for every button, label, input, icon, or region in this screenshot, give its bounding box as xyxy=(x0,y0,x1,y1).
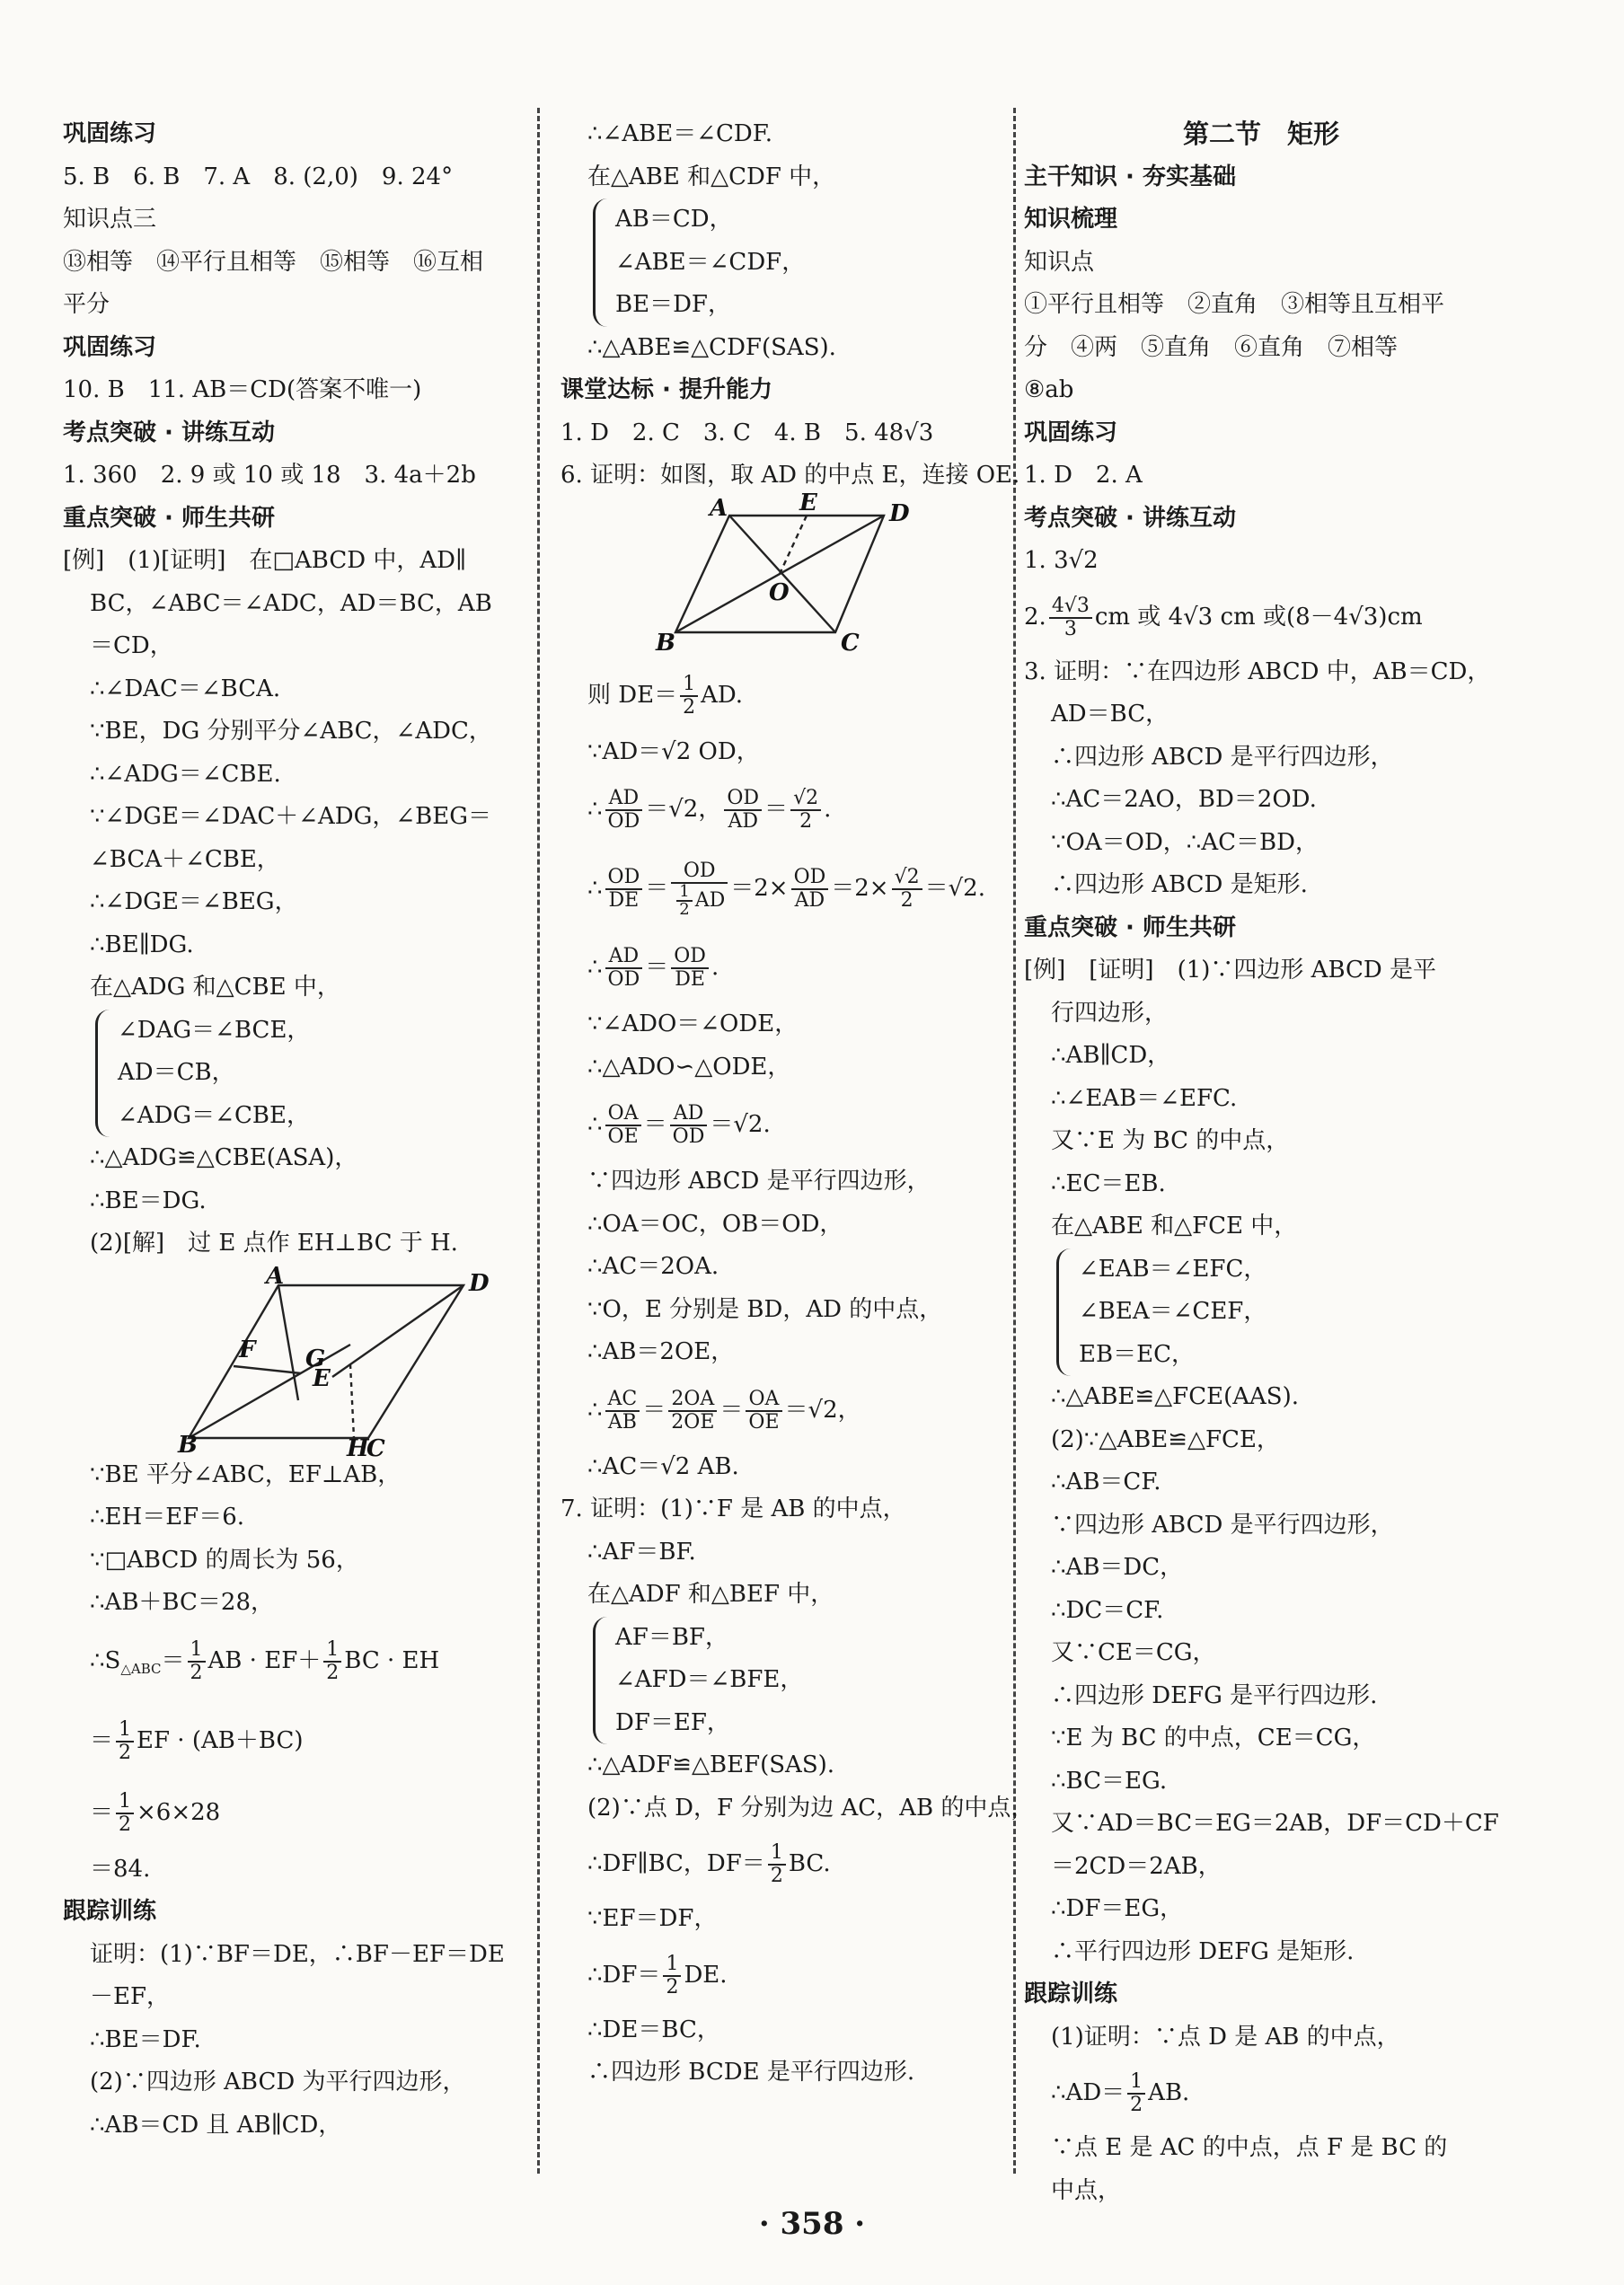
text-line: ∴AB∥CD， xyxy=(1051,1042,1171,1069)
label-C: C xyxy=(366,1434,385,1462)
section-heading: 考点突破 · 讲练互动 xyxy=(63,419,275,446)
text-line: ∵OA＝OD，∴AC＝BD， xyxy=(1051,828,1319,856)
text-line: [例] (1)[证明] 在□ABCD 中，AD∥ xyxy=(63,547,466,574)
section-heading: 巩固练习 xyxy=(63,333,157,361)
text-line: ∴四边形 DEFG 是平行四边形. xyxy=(1051,1681,1378,1709)
formula-line: ∴ $\frac{OD}{DE}$ ＝ OD $\frac{1}{2}$ AD ＝2× $\frac{OD}{AD}$ ＝2× $\frac{√2}{2}$ ＝√2. xyxy=(587,860,985,919)
text-line: 1. 3√2 xyxy=(1024,547,1099,574)
text-line: EB＝EC， xyxy=(1079,1340,1195,1368)
text-line: ∴OA＝OC，OB＝OD， xyxy=(587,1210,843,1238)
fraction: $\frac{OD}{DE}$ xyxy=(605,867,643,912)
label-E: E xyxy=(313,1364,331,1392)
section-heading: 跟踪训练 xyxy=(63,1898,157,1926)
text-line: 在△ADG 和△CBE 中， xyxy=(90,974,340,1001)
formula-line: ∴ $\frac{AD}{OD}$ ＝√2， $\frac{OD}{AD}$ ＝ $\frac{√2}{2}$ . xyxy=(587,787,832,833)
fraction: $\frac{1}{2}$ xyxy=(116,1719,134,1764)
text-line: ⑧ab xyxy=(1024,376,1074,403)
text-line: ＝CD， xyxy=(90,632,173,659)
section-title: 第二节 矩形 xyxy=(1182,119,1339,149)
section-heading: 重点突破 · 师生共研 xyxy=(63,504,275,532)
text-line: 3. 证明：∵在四边形 ABCD 中，AB＝CD， xyxy=(1024,657,1491,685)
text-line: ∴∠DAC＝∠BCA. xyxy=(90,675,281,702)
section-heading: 主干知识 · 夯实基础 xyxy=(1024,163,1236,190)
fraction: $\frac{1}{2}$ xyxy=(116,1791,134,1836)
text-line: 1. 360 2. 9 或 10 或 18 3. 4a＋2b xyxy=(63,462,476,489)
text-line: ∴BE＝DF. xyxy=(90,2025,201,2053)
text-line: ∠EAB＝∠EFC， xyxy=(1079,1255,1267,1283)
text-line: 在△ABE 和△CDF 中， xyxy=(587,163,836,190)
section-heading: 课堂达标 · 提升能力 xyxy=(560,376,772,403)
fraction: $\frac{1}{2}$ xyxy=(663,1954,681,1998)
text-line: ∴△ADO∽△ODE， xyxy=(587,1053,791,1081)
text-line: ∵四边形 ABCD 是平行四边形， xyxy=(587,1168,931,1195)
text-line: ∴△ADG≌△CBE(ASA)， xyxy=(90,1144,358,1171)
fraction: $\frac{AC}{AB}$ xyxy=(605,1389,640,1434)
text-line: ∴∠EAB＝∠EFC. xyxy=(1051,1084,1238,1112)
text-line: 1. D 2. A xyxy=(1024,462,1143,489)
label-E: E xyxy=(799,489,817,516)
text-line: ∠DAG＝∠BCE， xyxy=(118,1016,311,1044)
text-line: ∠BCA＋∠CBE， xyxy=(90,845,280,873)
text-line: ∴∠ADG＝∠CBE. xyxy=(90,760,281,788)
text-line: 又∵CE＝CG， xyxy=(1051,1639,1216,1666)
text-line: ∵∠ADO＝∠ODE， xyxy=(587,1010,799,1037)
text-line: ∵点 E 是 AC 的中点，点 F 是 BC 的 xyxy=(1051,2134,1448,2161)
text-line: ∵BE，DG 分别平分∠ABC，∠ADC， xyxy=(90,718,492,745)
fraction: $\frac{OD}{AD}$ xyxy=(791,867,829,912)
fraction: $\frac{1}{2}$ xyxy=(768,1842,786,1887)
text-line: ∵E 为 BC 的中点，CE＝CG， xyxy=(1051,1725,1376,1751)
text-line: ∴DF＝EG， xyxy=(1051,1895,1184,1922)
formula-line: ＝ $\frac{1}{2}$ EF · (AB＋BC) xyxy=(90,1717,304,1764)
equation-brace xyxy=(95,1010,530,1138)
text-line: ①平行且相等 ②直角 ③相等且互相平 xyxy=(1024,291,1445,318)
fraction: $\frac{√2}{2}$ xyxy=(892,867,922,912)
text-line: ∴DE＝BC， xyxy=(587,2016,720,2043)
text-line: ∵四边形 ABCD 是平行四边形， xyxy=(1051,1511,1394,1539)
fraction: $\frac{AD}{OD}$ xyxy=(605,946,643,991)
text-line: ＝84. xyxy=(90,1855,151,1883)
equation-brace xyxy=(593,1617,1024,1745)
text-line: 1. D 2. C 3. C 4. B 5. 48√3 xyxy=(560,419,934,446)
label-B: B xyxy=(178,1431,198,1459)
text-line: ∴AB＝2OE， xyxy=(587,1338,735,1365)
text-line: (2)∵点 D，F 分别为边 AC，AB 的中点， xyxy=(587,1794,1035,1822)
text-line: ∴AB＋BC＝28， xyxy=(90,1589,274,1616)
text-line: (1)证明：∵点 D 是 AB 的中点， xyxy=(1051,2023,1400,2051)
text-line: ∴AB＝CF. xyxy=(1051,1469,1161,1495)
text-line: 行四边形， xyxy=(1051,999,1169,1027)
fraction: $\frac{OA}{OE}$ xyxy=(605,1103,641,1148)
section-heading: 考点突破 · 讲练互动 xyxy=(1024,504,1236,532)
text-line: (2)[解] 过 E 点作 EH⊥BC 于 H. xyxy=(90,1230,458,1257)
text-line: ∴△ADF≌△BEF(SAS). xyxy=(587,1751,835,1778)
formula-line: 则 DE＝ $\frac{1}{2}$ AD. xyxy=(587,672,744,719)
section-heading: 巩固练习 xyxy=(1024,419,1118,446)
text-line: 7. 证明：(1)∵F 是 AB 的中点， xyxy=(560,1495,906,1522)
text-line: ∴∠ABE＝∠CDF. xyxy=(587,120,772,147)
text-line: ∴AF＝BF. xyxy=(587,1538,696,1566)
text-line: 知识点 xyxy=(1024,248,1095,276)
text-line: 在△ADF 和△BEF 中， xyxy=(587,1581,834,1608)
section-heading: 重点突破 · 师生共研 xyxy=(1024,913,1236,941)
text-line: (2)∵四边形 ABCD 为平行四边形， xyxy=(90,2069,466,2096)
text-line: AB＝CD， xyxy=(615,206,733,233)
text-line: 平分 xyxy=(63,291,110,318)
text-line: ∴AC＝2OA. xyxy=(587,1253,719,1280)
text-line: 知识点三 xyxy=(63,206,157,233)
parallelogram-figure-mid xyxy=(560,489,1024,659)
label-H: H xyxy=(347,1434,369,1462)
formula-line: ＝ $\frac{1}{2}$ ×6×28 xyxy=(90,1789,221,1836)
text-line: ∵AD＝√2 OD， xyxy=(587,737,760,765)
text-line: ∵O，E 分别是 BD，AD 的中点， xyxy=(587,1295,943,1323)
text-line: 又∵E 为 BC 的中点， xyxy=(1051,1127,1290,1154)
formula-line: ∴DF∥BC，DF＝ $\frac{1}{2}$ BC. xyxy=(587,1841,831,1887)
fraction: OD $\frac{1}{2}$ AD xyxy=(671,860,728,918)
fraction: $\frac{1}{2}$ xyxy=(188,1639,206,1684)
text-line: ∠AFD＝∠BFE， xyxy=(615,1666,804,1693)
label-A: A xyxy=(266,1262,285,1290)
formula-line: ∴DF＝ $\frac{1}{2}$ DE. xyxy=(587,1952,728,1998)
text-line: AD＝CB， xyxy=(118,1059,235,1086)
text-line: ∴平行四边形 DEFG 是矩形. xyxy=(1051,1937,1355,1965)
formula-line: $\therefore S_{\triangle ABC}=$ $\frac{1}{2}$ AB · EF＋ $\frac{1}{2}$ BC · EH xyxy=(90,1637,440,1684)
text-line: ∵EF＝DF， xyxy=(587,1905,718,1932)
middle-column xyxy=(560,113,1035,2152)
fraction: $\frac{OD}{DE}$ xyxy=(671,946,709,991)
text-line: 10. B 11. AB＝CD(答案不唯一) xyxy=(63,376,422,403)
formula-line: ∴ $\frac{AC}{AB}$ ＝ $\frac{2OA}{2OE}$ ＝ $\frac{OA}{OE}$ ＝√2， xyxy=(587,1387,861,1434)
text-line: ∴四边形 ABCD 是平行四边形， xyxy=(1051,743,1394,771)
text-line: BE＝DF， xyxy=(615,291,731,318)
label-D: D xyxy=(469,1269,490,1297)
fraction: $\frac{1}{2}$ xyxy=(680,674,698,719)
column-divider-left xyxy=(537,108,540,2174)
label-C: C xyxy=(841,629,860,657)
fraction: $\frac{1}{2}$ xyxy=(676,884,692,918)
text-line: ∴四边形 ABCD 是矩形. xyxy=(1051,871,1308,898)
fraction: $\frac{2OA}{2OE}$ xyxy=(668,1389,717,1434)
section-heading: 知识梳理 xyxy=(1024,206,1118,233)
text-line: AF＝BF， xyxy=(615,1623,728,1651)
text-line: ∵∠DGE＝∠DAC＋∠ADG，∠BEG＝ xyxy=(90,803,492,830)
fraction: $\frac{AD}{OD}$ xyxy=(670,1103,708,1148)
equation-brace xyxy=(593,199,1024,327)
text-line: 在△ABE 和△FCE 中， xyxy=(1051,1213,1298,1240)
fraction: $\frac{√2}{2}$ xyxy=(790,788,821,833)
text-line: AD＝BC， xyxy=(1051,701,1169,728)
fraction: $\frac{OD}{AD}$ xyxy=(724,788,762,833)
text-line: －EF， xyxy=(90,1983,171,2011)
text-line: ⑬相等 ⑭平行且相等 ⑮相等 ⑯互相 xyxy=(63,248,484,276)
text-line: ∴AB＝CD 且 AB∥CD， xyxy=(90,2111,342,2139)
text-line: [例] [证明] (1)∵四边形 ABCD 是平 xyxy=(1024,957,1437,984)
text-line: ∴BC＝EG. xyxy=(1051,1767,1168,1795)
page-number: · 358 · xyxy=(758,2206,866,2242)
label-O: O xyxy=(769,578,790,606)
text-line: 中点， xyxy=(1051,2176,1122,2204)
section-heading: 跟踪训练 xyxy=(1024,1981,1118,2007)
label-D: D xyxy=(889,499,910,527)
fraction: $\frac{1}{2}$ xyxy=(1127,2071,1145,2116)
text-line: DF＝EF， xyxy=(615,1708,730,1736)
text-line: ∴EH＝EF＝6. xyxy=(90,1504,245,1531)
text-line: ∴△ABE≌△CDF(SAS). xyxy=(587,333,836,361)
text-line: ∴DC＝CF. xyxy=(1051,1596,1164,1624)
equation-brace xyxy=(1056,1248,1498,1377)
text-line: ∴BE＝DG. xyxy=(90,1187,207,1214)
section-heading: 巩固练习 xyxy=(63,120,157,147)
text-line: ∴四边形 BCDE 是平行四边形. xyxy=(587,2059,915,2086)
parallelogram-figure-left xyxy=(63,1262,530,1462)
text-line: ∴AB＝DC， xyxy=(1051,1554,1184,1581)
text-line: 又∵AD＝BC＝EG＝2AB，DF＝CD＋CF xyxy=(1051,1810,1499,1837)
formula-line: ∴ $\frac{OA}{OE}$ ＝ $\frac{AD}{OD}$ ＝√2. xyxy=(587,1102,771,1148)
label-F: F xyxy=(239,1336,256,1363)
text-line: (2)∵△ABE≌△FCE， xyxy=(1051,1425,1280,1453)
text-line: ∴BE∥DG. xyxy=(90,931,194,958)
text-line: ∠ADG＝∠CBE， xyxy=(118,1101,310,1129)
formula-line: ∴ $\frac{AD}{OD}$ ＝ $\frac{OD}{DE}$ . xyxy=(587,945,719,991)
text-line: 6. 证明：如图，取 AD 的中点 E，连接 OE. xyxy=(560,462,1020,489)
text-line: ＝2CD＝2AB， xyxy=(1051,1852,1222,1880)
fraction: $\frac{1}{2}$ xyxy=(323,1639,341,1684)
text-line: ∠ABE＝∠CDF， xyxy=(615,248,806,276)
text-line: ∴△ABE≌△FCE(AAS). xyxy=(1051,1383,1300,1410)
fraction: $\frac{OA}{OE}$ xyxy=(746,1389,781,1434)
formula-line: ∴AD＝ $\frac{1}{2}$ AB. xyxy=(1051,2070,1190,2116)
text-line: 证明：(1)∵BF＝DE，∴BF－EF＝DE xyxy=(90,1940,505,1968)
text-line: 5. B 6. B 7. A 8. (2,0) 9. 24° xyxy=(63,163,454,190)
formula-line: 2. $\frac{4√3}{3}$ cm 或 4√3 cm 或(8－4√3)cm xyxy=(1024,594,1423,640)
text-line: ∵□ABCD 的周长为 56， xyxy=(90,1546,359,1574)
label-B: B xyxy=(656,629,675,657)
text-line: ∵BE 平分∠ABC，EF⊥AB， xyxy=(90,1460,402,1488)
text-line: ∴EC＝EB. xyxy=(1051,1169,1166,1197)
text-line: ∴AC＝2AO，BD＝2OD. xyxy=(1051,786,1317,813)
right-column xyxy=(1024,113,1499,2204)
fraction: $\frac{AD}{OD}$ xyxy=(605,788,643,833)
left-column xyxy=(63,113,530,2152)
fraction: $\frac{4√3}{3}$ xyxy=(1049,596,1092,640)
text-line: 分 ④两 ⑤直角 ⑥直角 ⑦相等 xyxy=(1024,333,1399,361)
text-line: ∠BEA＝∠CEF， xyxy=(1079,1298,1267,1325)
text-line: ∴∠DGE＝∠BEG， xyxy=(90,888,298,915)
label-G: G xyxy=(305,1345,326,1372)
label-A: A xyxy=(710,494,728,522)
text-line: BC，∠ABC＝∠ADC，AD＝BC，AB xyxy=(90,589,492,617)
text-line: ∴AC＝√2 AB. xyxy=(587,1452,739,1480)
